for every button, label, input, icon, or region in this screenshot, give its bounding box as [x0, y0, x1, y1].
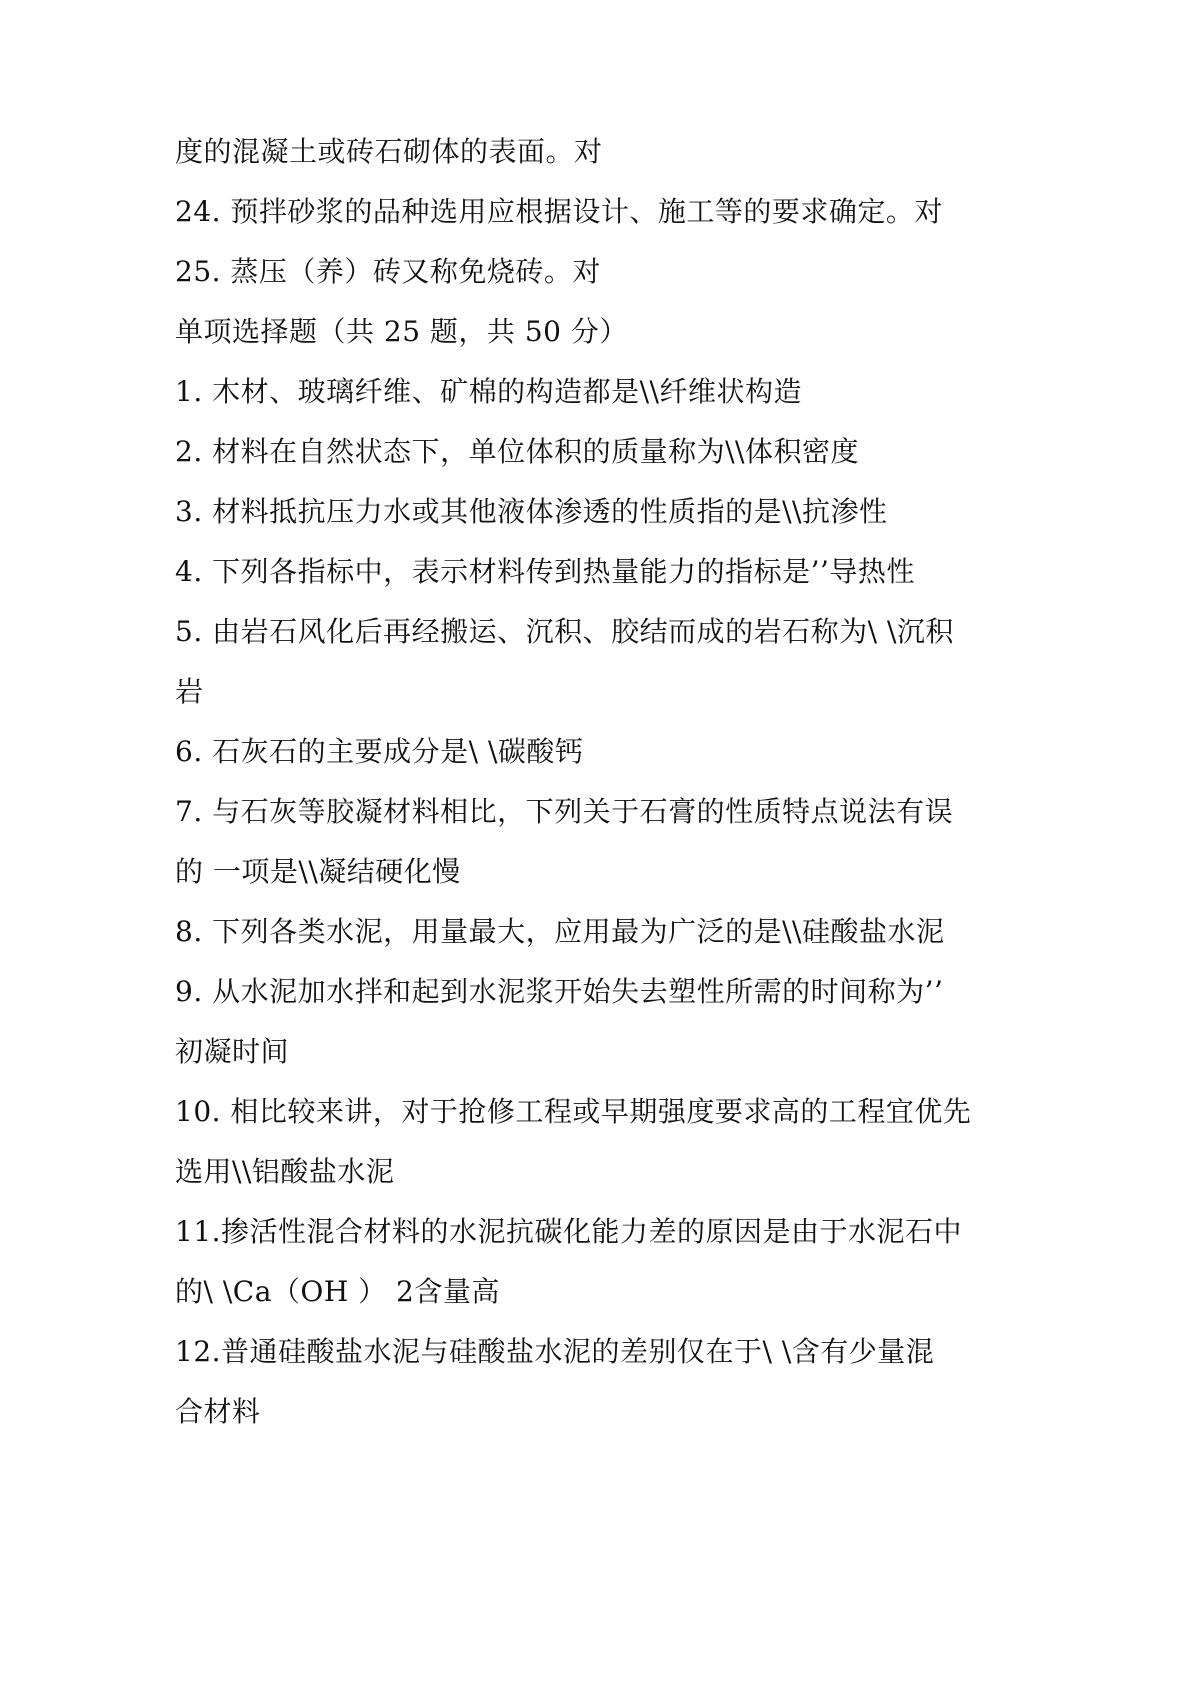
text-line: 2. 材料在自然状态下，单位体积的质量称为\\体积密度	[175, 435, 859, 468]
text-line: 5. 由岩石风化后再经搬运、沉积、胶结而成的岩石称为\ \沉积	[175, 615, 954, 648]
text-line: 24. 预拌砂浆的品种选用应根据设计、施工等的要求确定。对	[175, 195, 943, 228]
text-line: 25. 蒸压（养）砖又称免烧砖。对	[175, 255, 601, 288]
text-line: 10. 相比较来讲，对于抢修工程或早期强度要求高的工程宜优先	[175, 1095, 972, 1128]
text-line: 岩	[175, 675, 204, 708]
text-line: 合材料	[175, 1395, 261, 1428]
text-line: 12.普通硅酸盐水泥与硅酸盐水泥的差别仅在于\ \含有少量混	[175, 1335, 935, 1368]
text-line: 4. 下列各指标中，表示材料传到热量能力的指标是’’导热性	[175, 555, 915, 588]
text-line: 1. 木材、玻璃纤维、矿棉的构造都是\\纤维状构造	[175, 375, 802, 408]
text-line: 8. 下列各类水泥，用量最大，应用最为广泛的是\\硅酸盐水泥	[175, 915, 945, 948]
text-line: 初凝时间	[175, 1035, 290, 1068]
text-line: 3. 材料抵抗压力水或其他液体渗透的性质指的是\\抗渗性	[175, 495, 888, 528]
text-line: 11.掺活性混合材料的水泥抗碳化能力差的原因是由于水泥石中	[175, 1215, 963, 1248]
text-line: 选用\\铝酸盐水泥	[175, 1155, 395, 1188]
text-line: 度的混凝土或砖石砌体的表面。对	[175, 135, 603, 168]
text-line: 的\ \Ca（OH ） 2含量高	[175, 1275, 500, 1308]
text-line: 6. 石灰石的主要成分是\ \碳酸钙	[175, 735, 584, 768]
section-heading: 单项选择题（共 25 题，共 50 分）	[175, 315, 628, 348]
text-line: 9. 从水泥加水拌和起到水泥浆开始失去塑性所需的时间称为’’	[175, 975, 944, 1008]
text-line: 7. 与石灰等胶凝材料相比，下列关于石膏的性质特点说法有误	[175, 795, 954, 828]
text-line: 的 一项是\\凝结硬化慢	[175, 855, 461, 888]
